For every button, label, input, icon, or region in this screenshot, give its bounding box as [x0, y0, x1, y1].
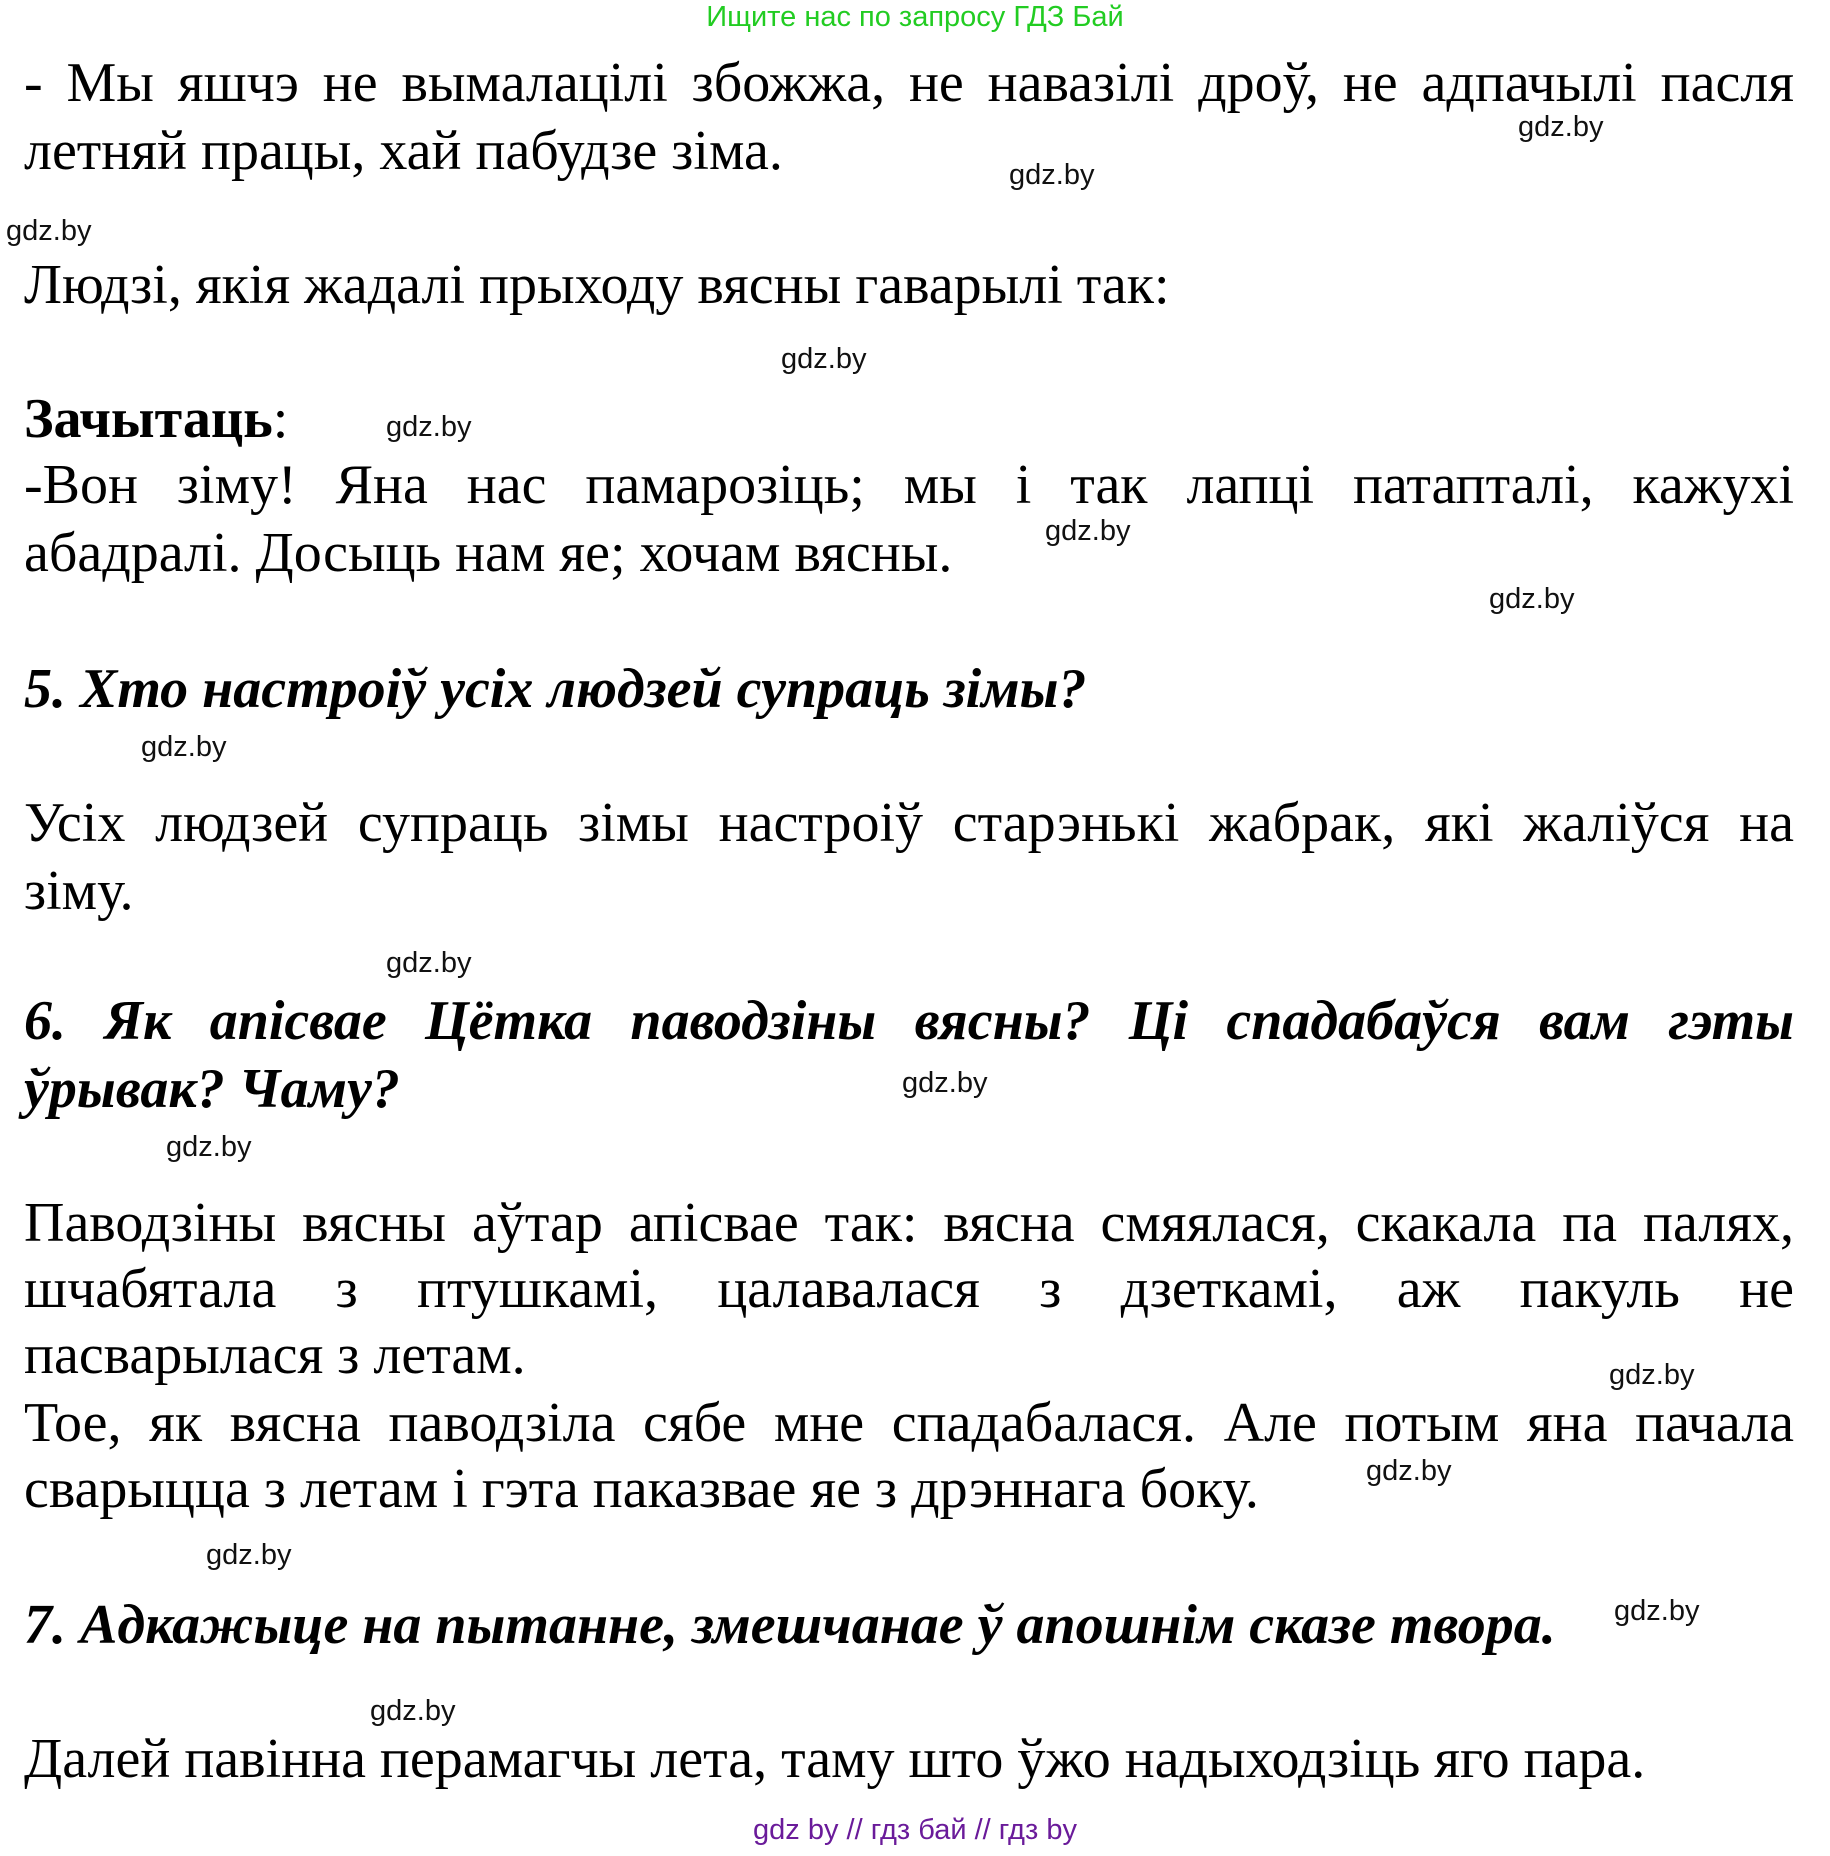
text-line-1: - Мы яшчэ не вымалацілі збожжа, не навазілі дроў, не адпачылі пасля	[24, 52, 1794, 114]
answer-6-line-4: Тое, як вясна паводзіла сябе мне спадабалася. Але потым яна пачала	[24, 1392, 1794, 1454]
reader-label-colon: :	[272, 388, 289, 450]
footer-links[interactable]: gdz by // гдз бай // гдз by	[753, 1814, 1077, 1846]
watermark: gdz.by	[370, 1695, 456, 1727]
reader-label: Зачытаць	[24, 388, 273, 450]
watermark: gdz.by	[1366, 1455, 1452, 1487]
watermark: gdz.by	[141, 731, 227, 763]
watermark: gdz.by	[1614, 1595, 1700, 1627]
watermark: gdz.by	[1009, 159, 1095, 191]
watermark: gdz.by	[1045, 515, 1131, 547]
watermark: gdz.by	[1489, 583, 1575, 615]
watermark: gdz.by	[6, 215, 92, 247]
answer-5-line-2: зіму.	[24, 860, 134, 922]
watermark: gdz.by	[781, 343, 867, 375]
answer-6-line-3: пасварылася з летам.	[24, 1324, 526, 1386]
watermark: gdz.by	[166, 1131, 252, 1163]
answer-7: Далей павінна перамагчы лета, таму што ўжо надыходзіць яго пара.	[24, 1728, 1646, 1790]
reader-label-line	[24, 386, 1794, 452]
text-line-2: летняй працы, хай пабудзе зіма.	[24, 120, 783, 182]
watermark: gdz.by	[1609, 1359, 1695, 1391]
question-6-line-1: 6. Як апісвае Цётка паводзіны вясны? Ці спадабаўся вам гэты	[24, 990, 1794, 1052]
watermark: gdz.by	[206, 1539, 292, 1571]
question-6-line-2: ўрывак? Чаму?	[24, 1058, 400, 1120]
top-banner[interactable]: Ищите нас по запросу ГДЗ Бай	[706, 1, 1124, 33]
question-5: 5. Хто настроіў усіх людзей супраць зімы?	[24, 658, 1087, 720]
text-line-5: -Вон зіму! Яна нас памарозіць; мы і так лапці патапталі, кажухі	[24, 454, 1794, 516]
answer-6-line-1: Паводзіны вясны аўтар апісвае так: вясна смяялася, скакала па палях,	[24, 1192, 1794, 1254]
answer-6-line-2: шчабятала з птушкамі, цалавалася з дзеткамі, аж пакуль не	[24, 1258, 1794, 1320]
watermark: gdz.by	[1518, 111, 1604, 143]
answer-6-line-5: сварыцца з летам і гэта паказвае яе з дрэннага боку.	[24, 1458, 1259, 1520]
answer-5-line-1: Усіх людзей супраць зімы настроіў старэнькі жабрак, які жаліўся на	[24, 792, 1794, 854]
watermark: gdz.by	[386, 947, 472, 979]
text-line-3: Людзі, якія жадалі прыходу вясны гаварылі так:	[24, 254, 1170, 316]
text-line-6: абадралі. Досыць нам яе; хочам вясны.	[24, 522, 953, 584]
watermark: gdz.by	[902, 1067, 988, 1099]
question-7: 7. Адкажыце на пытанне, змешчанае ў апошнім сказе твора.	[24, 1594, 1556, 1656]
watermark: gdz.by	[386, 411, 472, 443]
